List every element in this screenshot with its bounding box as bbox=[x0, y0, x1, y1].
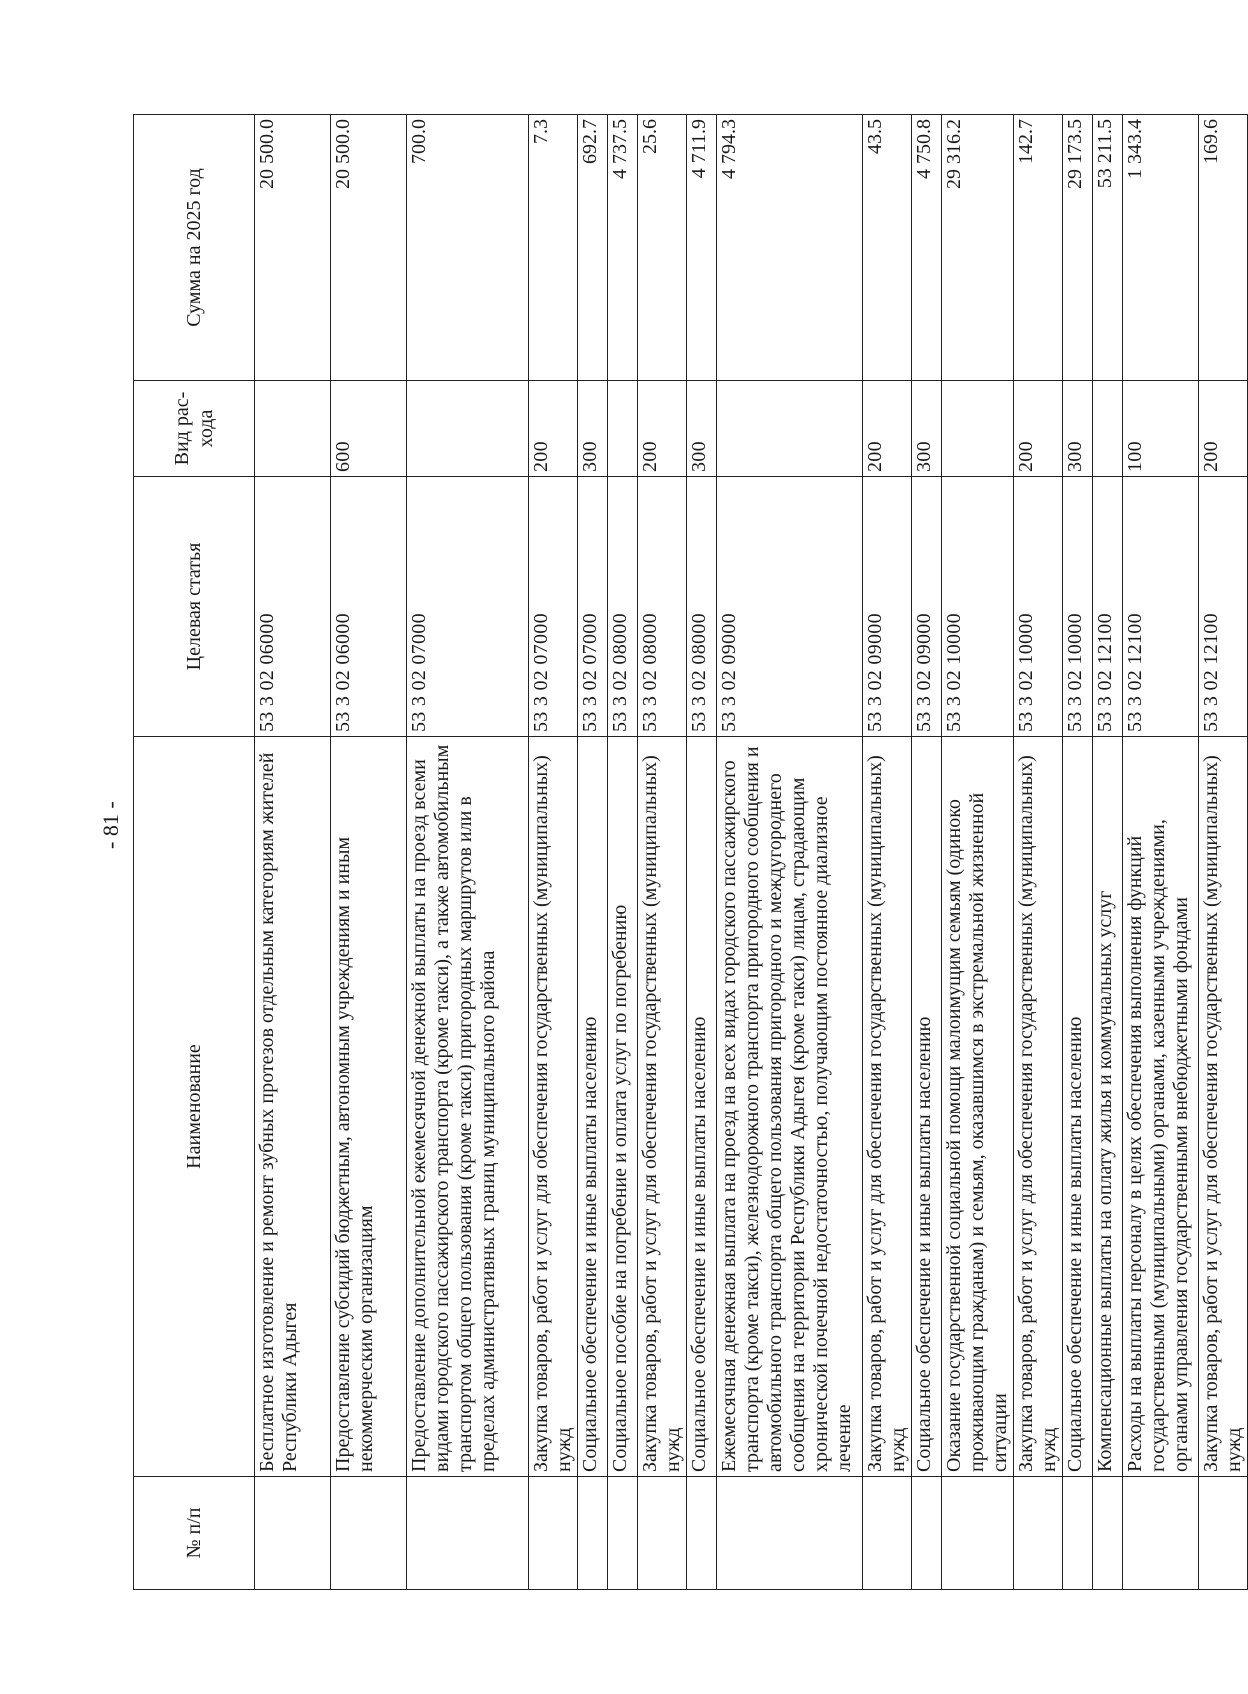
row-type-cell: 200 bbox=[1014, 381, 1063, 477]
row-name-cell: Социальное обеспечение и иные выплаты населению bbox=[687, 737, 717, 1477]
row-name-cell: Социальное обеспечение и иные выплаты населению bbox=[912, 737, 942, 1477]
table-row bbox=[1063, 115, 1093, 1590]
row-num-cell bbox=[529, 1477, 578, 1590]
row-num-cell bbox=[578, 1477, 608, 1590]
budget-table bbox=[133, 114, 1248, 1590]
row-name-cell: Бесплатное изготовление и ремонт зубных протезов отдельным категориям жителей Республики Адыгея bbox=[255, 737, 331, 1477]
row-type-cell: 600 bbox=[331, 381, 407, 477]
row-article-cell: 53 3 02 07000 bbox=[578, 477, 608, 737]
table-row bbox=[687, 115, 717, 1590]
row-num-cell bbox=[638, 1477, 687, 1590]
row-article-cell: 53 3 02 12100 bbox=[1093, 477, 1123, 737]
row-sum-cell: 700.0 bbox=[407, 115, 529, 381]
table-row bbox=[255, 115, 331, 1590]
row-num-cell bbox=[717, 1477, 863, 1590]
row-article-cell: 53 3 02 08000 bbox=[608, 477, 638, 737]
row-name-cell: Закупка товаров, работ и услуг для обеспечения государственных (муниципальных) нужд bbox=[863, 737, 912, 1477]
row-article-cell: 53 3 02 06000 bbox=[255, 477, 331, 737]
row-name-cell: Закупка товаров, работ и услуг для обеспечения государственных (муниципальных) нужд bbox=[638, 737, 687, 1477]
row-sum-cell: 43.5 bbox=[863, 115, 912, 381]
row-type-cell bbox=[255, 381, 331, 477]
row-type-cell: 200 bbox=[1199, 381, 1248, 477]
table-row bbox=[1123, 115, 1199, 1590]
row-article-cell: 53 3 02 09000 bbox=[717, 477, 863, 737]
row-article-cell: 53 3 02 10000 bbox=[942, 477, 1014, 737]
row-name-cell: Социальное обеспечение и иные выплаты населению bbox=[1063, 737, 1093, 1477]
row-article-cell: 53 3 02 09000 bbox=[912, 477, 942, 737]
row-type-cell: 200 bbox=[638, 381, 687, 477]
row-article-cell: 53 3 02 12100 bbox=[1199, 477, 1248, 737]
row-type-cell: 300 bbox=[578, 381, 608, 477]
row-type-cell: 300 bbox=[1063, 381, 1093, 477]
col-article-header: Целевая статья bbox=[134, 477, 255, 737]
page-number: - 81 - bbox=[98, 801, 123, 849]
row-article-cell: 53 3 02 08000 bbox=[638, 477, 687, 737]
table-row bbox=[578, 115, 608, 1590]
row-name-cell: Закупка товаров, работ и услуг для обеспечения государственных (муниципальных) нужд bbox=[529, 737, 578, 1477]
row-type-cell bbox=[608, 381, 638, 477]
row-num-cell bbox=[1123, 1477, 1199, 1590]
row-article-cell: 53 3 02 08000 bbox=[687, 477, 717, 737]
row-article-cell: 53 3 02 07000 bbox=[529, 477, 578, 737]
row-sum-cell: 142.7 bbox=[1014, 115, 1063, 381]
row-article-cell: 53 3 02 10000 bbox=[1014, 477, 1063, 737]
row-type-cell bbox=[717, 381, 863, 477]
table-row bbox=[942, 115, 1014, 1590]
row-sum-cell: 29 316.2 bbox=[942, 115, 1014, 381]
row-sum-cell: 29 173.5 bbox=[1063, 115, 1093, 381]
row-type-cell: 200 bbox=[529, 381, 578, 477]
row-num-cell bbox=[407, 1477, 529, 1590]
row-sum-cell: 1 343.4 bbox=[1123, 115, 1199, 381]
row-num-cell bbox=[687, 1477, 717, 1590]
row-name-cell: Ежемесячная денежная выплата на проезд на всех видах городского пассажирского транспорта (кроме такси), железнодорожного транспорта пригородного сообщения и автомобильного транспорта общего пользования пригородного и междугороднего сообщения на территории Республики Адыгея (кроме такси) лицам, страдающим хронической почечной недостаточностью, получающим постоянное диализное лечение bbox=[717, 737, 863, 1477]
table-row bbox=[1014, 115, 1063, 1590]
table-row bbox=[717, 115, 863, 1590]
row-sum-cell: 20 500.0 bbox=[255, 115, 331, 381]
row-sum-cell: 4 750.8 bbox=[912, 115, 942, 381]
col-type-header: Вид рас- хода bbox=[134, 381, 255, 477]
row-type-cell bbox=[942, 381, 1014, 477]
row-type-cell bbox=[1093, 381, 1123, 477]
row-sum-cell: 4 737.5 bbox=[608, 115, 638, 381]
row-name-cell: Социальное обеспечение и иные выплаты населению bbox=[578, 737, 608, 1477]
table-row bbox=[638, 115, 687, 1590]
row-sum-cell: 20 500.0 bbox=[331, 115, 407, 381]
row-num-cell bbox=[331, 1477, 407, 1590]
row-sum-cell: 7.3 bbox=[529, 115, 578, 381]
row-name-cell: Предоставление субсидий бюджетным, автономным учреждениям и иным некоммерческим организациям bbox=[331, 737, 407, 1477]
table-row bbox=[863, 115, 912, 1590]
row-sum-cell: 4 711.9 bbox=[687, 115, 717, 381]
row-article-cell: 53 3 02 09000 bbox=[863, 477, 912, 737]
row-name-cell: Оказание государственной социальной помощи малоимущим семьям (одиноко проживающим гражданам) и семьям, оказавшимся в экстремальной жизненной ситуации bbox=[942, 737, 1014, 1477]
table-row bbox=[331, 115, 407, 1590]
row-num-cell bbox=[1014, 1477, 1063, 1590]
row-name-cell: Закупка товаров, работ и услуг для обеспечения государственных (муниципальных) нужд bbox=[1199, 737, 1248, 1477]
row-num-cell bbox=[1199, 1477, 1248, 1590]
row-name-cell: Социальное пособие на погребение и оплата услуг по погребению bbox=[608, 737, 638, 1477]
row-type-cell: 200 bbox=[863, 381, 912, 477]
row-type-cell: 300 bbox=[687, 381, 717, 477]
row-article-cell: 53 3 02 06000 bbox=[331, 477, 407, 737]
row-num-cell bbox=[1063, 1477, 1093, 1590]
table-row bbox=[912, 115, 942, 1590]
row-name-cell: Предоставление дополнительной ежемесячной денежной выплаты на проезд всеми видами городского пассажирского транспорта (кроме такси), а также автомобильным транспортом общего пользования (кроме такси) пригородных маршрутов или в пределах административных границ муниципального района bbox=[407, 737, 529, 1477]
row-article-cell: 53 3 02 12100 bbox=[1123, 477, 1199, 737]
table-row bbox=[1199, 115, 1248, 1590]
row-sum-cell: 692.7 bbox=[578, 115, 608, 381]
row-article-cell: 53 3 02 10000 bbox=[1063, 477, 1093, 737]
row-num-cell bbox=[608, 1477, 638, 1590]
row-name-cell: Расходы на выплаты персоналу в целях обеспечения выполнения функций государственными (муниципальными) органами, казенными учреждениями, органами управления государственными внебюджетными фондами bbox=[1123, 737, 1199, 1477]
row-sum-cell: 169.6 bbox=[1199, 115, 1248, 381]
row-sum-cell: 53 211.5 bbox=[1093, 115, 1123, 381]
row-type-cell bbox=[407, 381, 529, 477]
table-row bbox=[529, 115, 578, 1590]
table-header bbox=[134, 115, 255, 1590]
col-num-header: № п/п bbox=[134, 1477, 255, 1590]
row-sum-cell: 4 794.3 bbox=[717, 115, 863, 381]
row-sum-cell: 25.6 bbox=[638, 115, 687, 381]
col-sum-header: Сумма на 2025 год bbox=[134, 115, 255, 381]
row-num-cell bbox=[912, 1477, 942, 1590]
row-num-cell bbox=[1093, 1477, 1123, 1590]
table-row bbox=[1093, 115, 1123, 1590]
row-num-cell bbox=[863, 1477, 912, 1590]
row-name-cell: Закупка товаров, работ и услуг для обеспечения государственных (муниципальных) нужд bbox=[1014, 737, 1063, 1477]
row-type-cell: 100 bbox=[1123, 381, 1199, 477]
row-name-cell: Компенсационные выплаты на оплату жилья и коммунальных услуг bbox=[1093, 737, 1123, 1477]
col-name-header: Наименование bbox=[134, 737, 255, 1477]
table-row bbox=[407, 115, 529, 1590]
row-num-cell bbox=[942, 1477, 1014, 1590]
row-type-cell: 300 bbox=[912, 381, 942, 477]
row-article-cell: 53 3 02 07000 bbox=[407, 477, 529, 737]
row-num-cell bbox=[255, 1477, 331, 1590]
budget-table-sheet bbox=[133, 115, 1245, 1590]
table-row bbox=[608, 115, 638, 1590]
